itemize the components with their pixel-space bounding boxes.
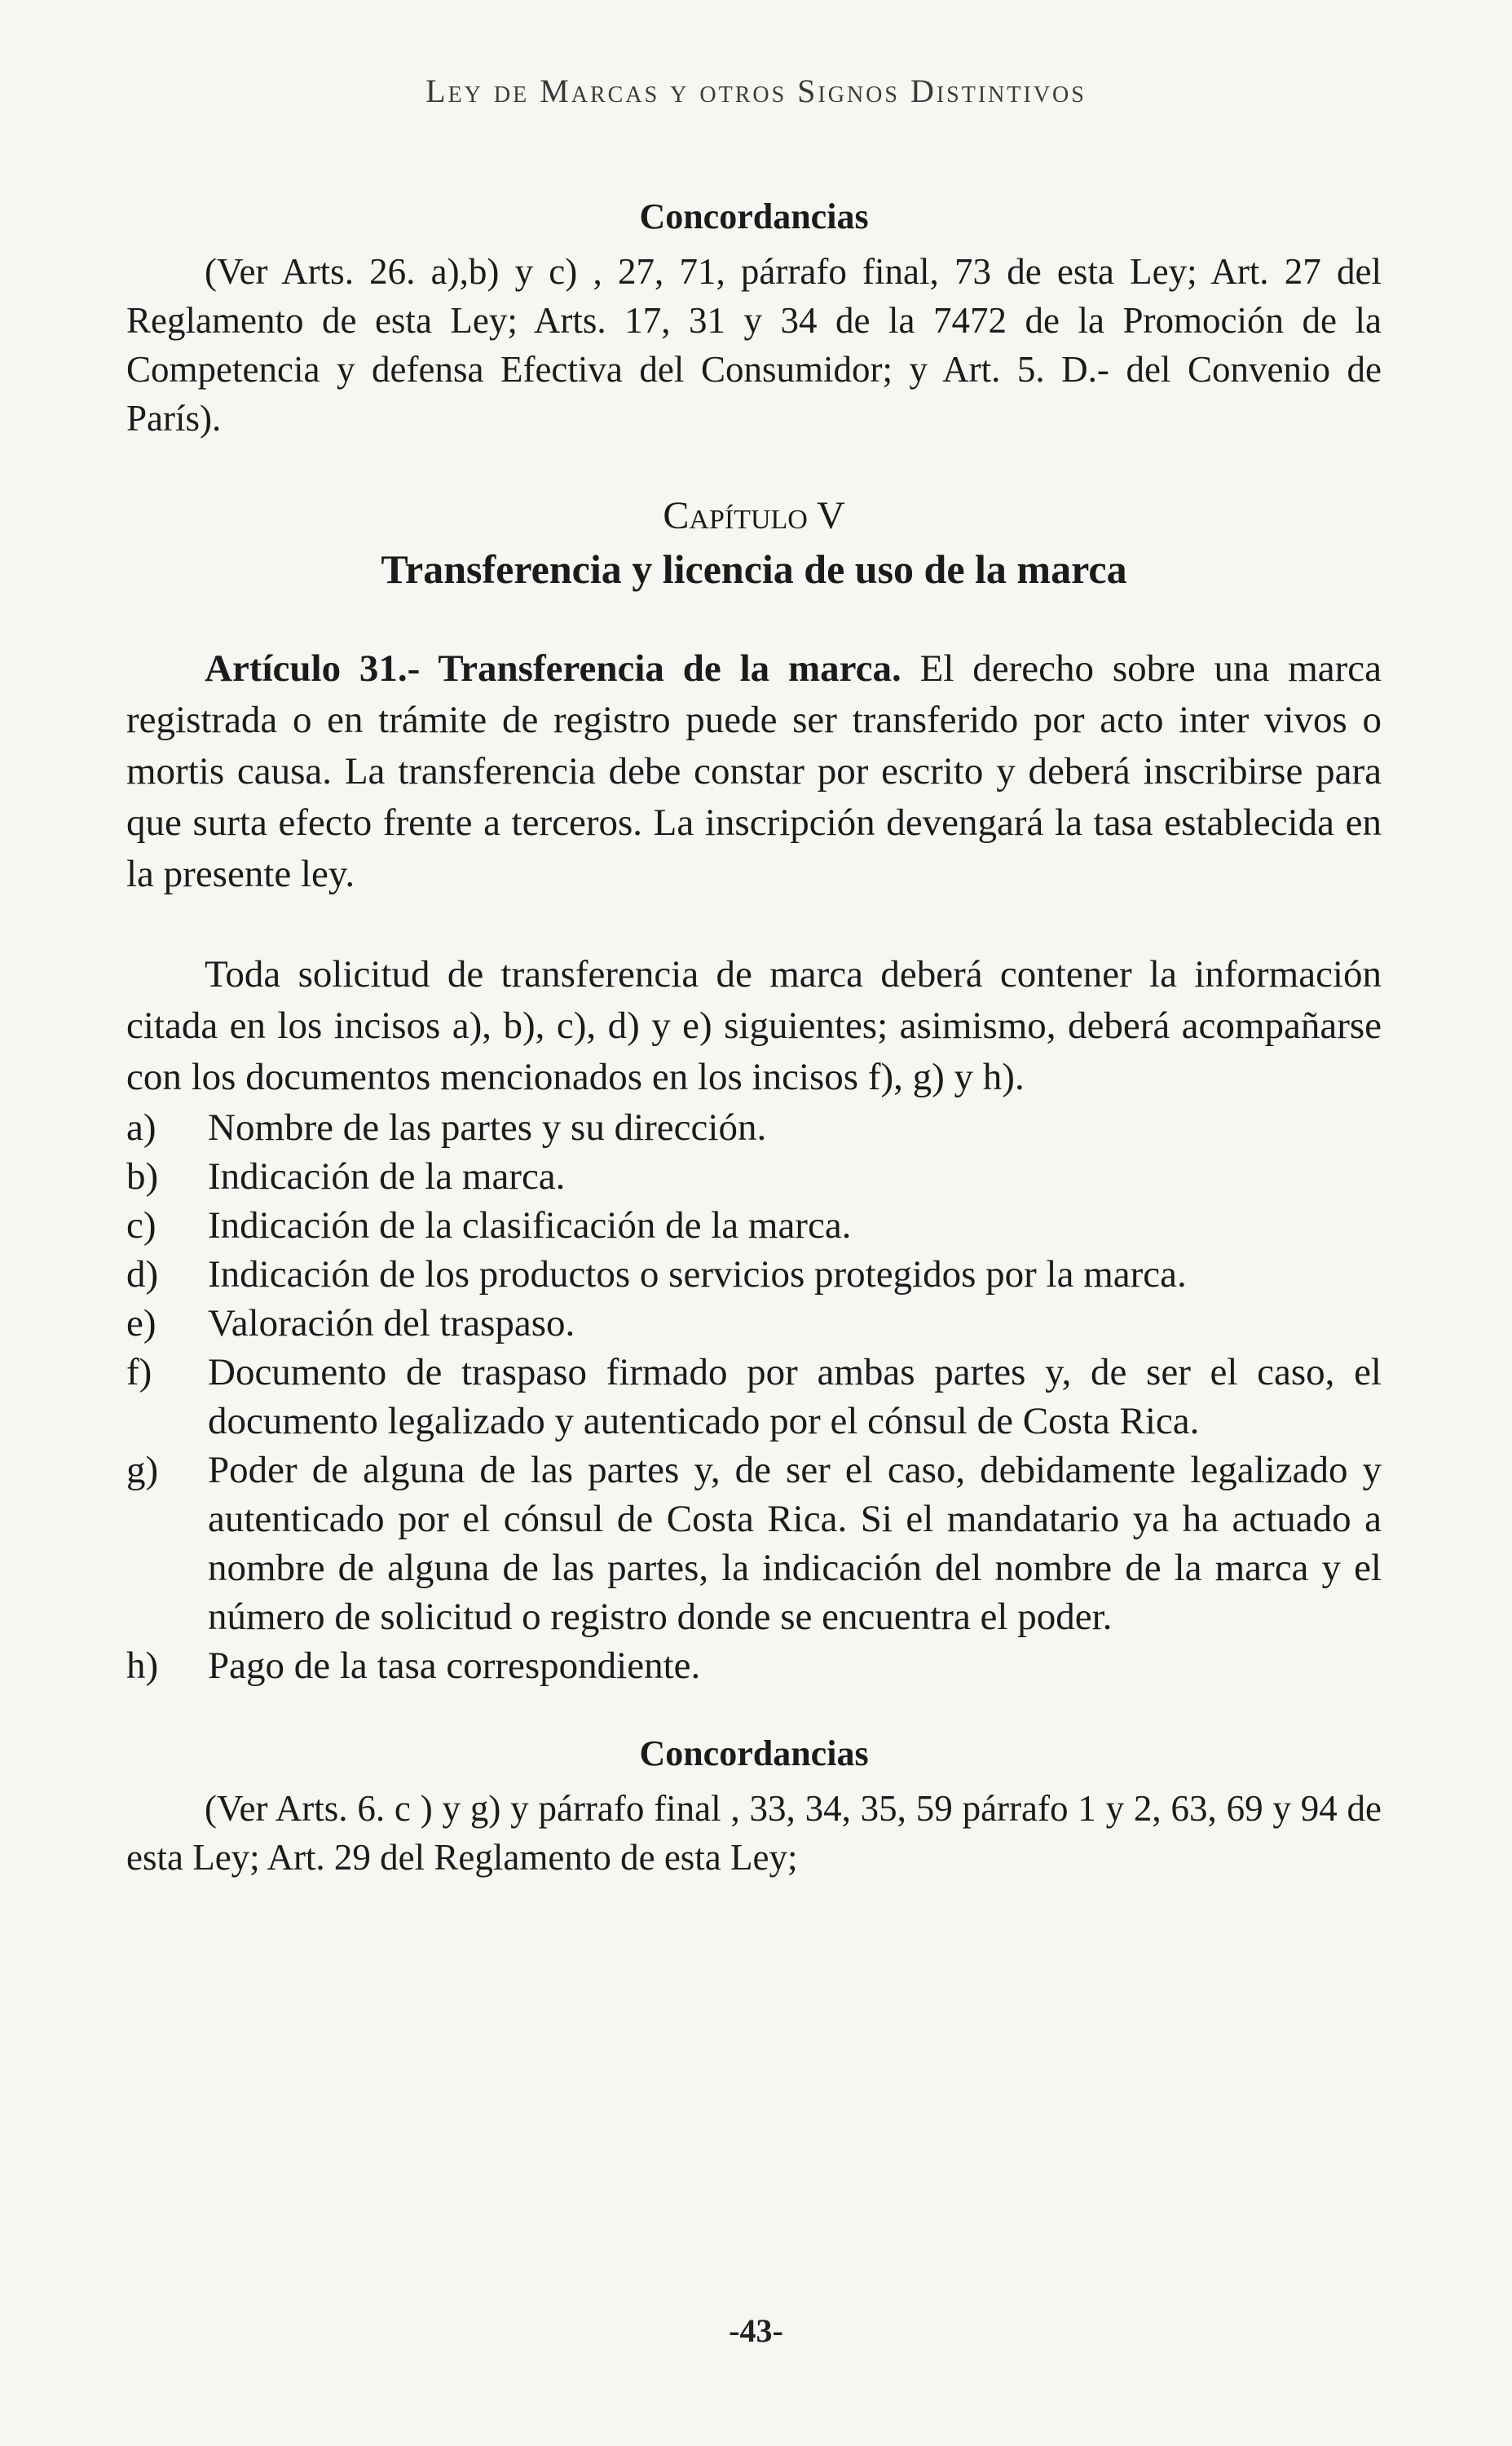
item-letter: a) (126, 1106, 156, 1149)
concordancias-text: (Ver Arts. 6. c ) y g) y párrafo final , 33, 34, 35, 59 párrafo 1 y 2, 63, 69 y 94 de esta Ley; Art. 29 del Reglamento de esta Ley; (126, 1788, 1382, 1878)
article-text: El derecho sobre una marca registrada o en trámite de registro puede ser transferido por acto inter vivos o mortis causa. La transferencia debe constar por escrito y deberá inscribirse para que surta efecto frente a terceros. La inscripción devengará la tasa establecida en la presente ley. (126, 647, 1382, 895)
requirements-list (126, 1103, 1382, 1690)
chapter-title: Transferencia y licencia de uso de la marca (381, 546, 1127, 592)
list-item (126, 1201, 1382, 1250)
article-second-paragraph: Toda solicitud de transferencia de marca deberá contener la información citada en los incisos a), b), c), d) y e) siguientes; asimismo, deberá acompañarse con los documentos mencionados en los incisos f), g) y h). (126, 953, 1382, 1098)
concordancias-bottom-section (126, 1733, 1382, 1882)
item-text: Documento de traspaso firmado por ambas partes y, de ser el caso, el documento legalizado y autenticado por el cónsul de Costa Rica. (208, 1351, 1382, 1442)
page-number: -43- (729, 2312, 783, 2349)
chapter-label: Capítulo V (663, 494, 845, 537)
concordancias-text: (Ver Arts. 26. a),b) y c) , 27, 71, párrafo final, 73 de esta Ley; Art. 27 del Reglamento de esta Ley; Arts. 17, 31 y 34 de la 7472 de la Promoción de la Competencia y defensa Efectiva del Consumidor; y Art. 5. D.- del Convenio de París). (126, 251, 1382, 439)
item-text: Indicación de los productos o servicios protegidos por la marca. (208, 1253, 1187, 1296)
article-title: Artículo 31.- Transferencia de la marca. (205, 647, 901, 690)
item-letter: c) (126, 1204, 156, 1247)
item-letter: d) (126, 1253, 159, 1296)
list-item (126, 1152, 1382, 1201)
item-letter: h) (126, 1645, 159, 1687)
list-item (126, 1250, 1382, 1299)
item-letter: b) (126, 1155, 159, 1198)
list-item (126, 1299, 1382, 1348)
item-letter: e) (126, 1302, 156, 1344)
item-letter: g) (126, 1449, 159, 1491)
item-letter: f) (126, 1351, 152, 1393)
list-item (126, 1103, 1382, 1152)
list-item (126, 1446, 1382, 1641)
concordancias-top-section (126, 196, 1382, 443)
list-item (126, 1348, 1382, 1446)
item-text: Valoración del traspaso. (208, 1302, 575, 1344)
paragraph-gap (126, 900, 1382, 949)
concordancias-heading: Concordancias (639, 196, 869, 236)
item-text: Indicación de la marca. (208, 1155, 566, 1198)
concordancias-heading: Concordancias (639, 1733, 869, 1773)
list-item (126, 1641, 1382, 1690)
item-text: Poder de alguna de las partes y, de ser el caso, debidamente legalizado y autenticado por el cónsul de Costa Rica. Si el mandatario ya ha actuado a nombre de alguna de las partes, la indicación del nombre de la marca y el número de solicitud o registro donde se encuentra el poder. (208, 1449, 1382, 1638)
item-text: Indicación de la clasificación de la marca. (208, 1204, 852, 1247)
item-text: Nombre de las partes y su dirección. (208, 1106, 767, 1149)
running-header: Ley de Marcas y otros Signos Distintivos (425, 73, 1087, 109)
item-text: Pago de la tasa correspondiente. (208, 1645, 701, 1687)
article-paragraph (126, 643, 1382, 900)
page-content (126, 196, 1382, 1882)
